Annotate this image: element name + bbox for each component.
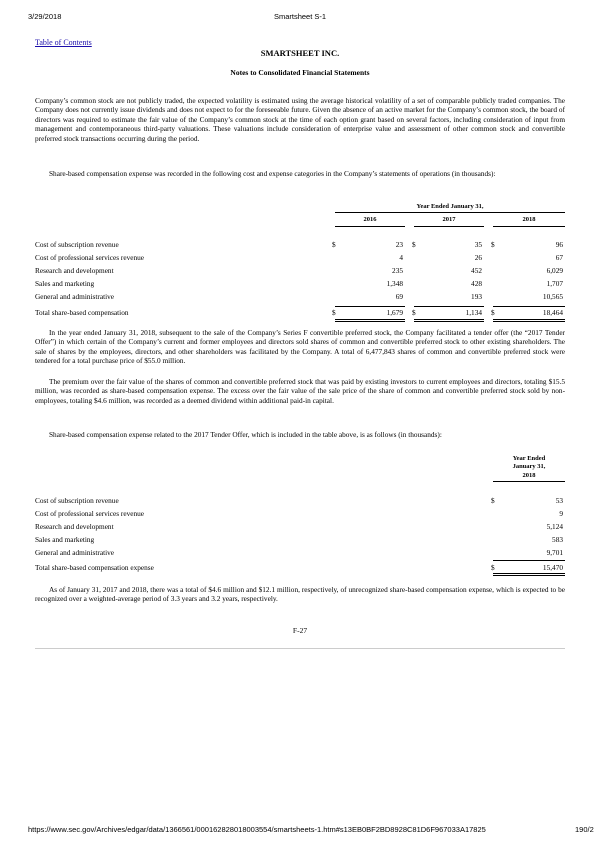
page-number: F-27 [292, 626, 308, 635]
table1-year-rule [414, 226, 484, 227]
table1-total-rule [414, 306, 484, 307]
table2-header [493, 455, 565, 480]
paragraph-premium: The premium over the fair value of the shares of common and convertible preferred stock that was paid by existing investors to current employees and directors, totaling $15.5 million, was recorded as share-based compensation expense. The excess over the fair value of the sale price of the share of common and convertible preferred stock sold by non-employees, totaling $4.6 million, was recorded as a deemed dividend within additional paid-in capital. [35, 377, 565, 405]
table1-cell-value: 452 [471, 266, 482, 275]
table2-header-year: 2018 [522, 472, 536, 479]
table1-cell-value: 235 [392, 266, 403, 275]
footer-page: 190/2 [575, 825, 594, 834]
table1-year-2018: 2018 [522, 216, 536, 223]
table1-cell-value: 4 [399, 253, 403, 262]
table1-currency-symbol: $ [491, 240, 495, 249]
table1-double-rule [335, 319, 405, 320]
table1-year-rule [335, 226, 405, 227]
table1-cell-value: 1,348 [386, 279, 403, 288]
table1-year-2017: 2017 [442, 216, 456, 223]
paragraph-tender-offer: In the year ended January 31, 2018, subsequent to the sale of the Company’s Series F convertible preferred stock, the Company facilitated a tender offer (the “2017 Tender Offer”) in which certain of the Company’s current and former employees and directors sold shares of common and convertible preferred stock to other existing shareholders. The sale of shares by the employees, directors, and other shareholders was facilitated by the Company. A total of 6,477,843 shares of common and convertible preferred stock were tendered for a total purchase price of $55.0 million. [35, 328, 565, 366]
table2-total-rule [493, 560, 565, 561]
table1-cell-value: 193 [471, 292, 482, 301]
table1-row-label: Total share-based compensation [35, 308, 129, 317]
table1-currency-symbol: $ [332, 240, 336, 249]
table1-double-rule [493, 319, 565, 320]
table2-header-line1: Year Ended [512, 455, 546, 462]
table1-row-label: Cost of subscription revenue [35, 240, 119, 249]
notes-title: Notes to Consolidated Financial Statements [230, 68, 370, 77]
table1-total-rule [493, 306, 565, 307]
table2-header-line2: January 31, [512, 463, 546, 470]
table2-double-rule [493, 575, 565, 576]
table2-currency-symbol: $ [491, 563, 495, 572]
table-of-contents-link[interactable]: Table of Contents [35, 38, 92, 47]
table1-year-2016: 2016 [363, 216, 377, 223]
table1-cell-value: 1,134 [465, 308, 482, 317]
table1-double-rule [493, 321, 565, 322]
table1-currency-symbol: $ [491, 308, 495, 317]
table2-cell-value: 9 [559, 509, 563, 518]
table1-row-label: General and administrative [35, 292, 115, 301]
table1-currency-symbol: $ [332, 308, 336, 317]
table1-double-rule [414, 321, 484, 322]
table2-cell-value: 9,701 [546, 548, 563, 557]
page-divider [35, 648, 565, 649]
table2-cell-value: 5,124 [546, 522, 563, 531]
table1-cell-value: 23 [395, 240, 403, 249]
table1-cell-value: 69 [395, 292, 403, 301]
table1-cell-value: 67 [555, 253, 563, 262]
print-title: Smartsheet S-1 [273, 12, 327, 21]
table1-cell-value: 6,029 [546, 266, 563, 275]
table1-row-label: Research and development [35, 266, 114, 275]
table1-row-label: Sales and marketing [35, 279, 95, 288]
paragraph-volatility: Company’s common stock are not publicly traded, the expected volatility is estimated using the average historical volatility of a set of comparable publicly traded companies. The Company does not currently issue dividends and does not expect to for the foreseeable future. Given the absence of an active market for the Company’s common stock, the board of directors was required to estimate the fair value of the Company’s common stock at the time of each option grant based on several factors, including consideration of input from management and contemporaneous third-party valuations. These valuations include consideration of enterprise value and assessment of other common stock and convertible preferred stock transactions occurring during the period. [35, 96, 565, 143]
table2-row-label: Cost of professional services revenue [35, 509, 145, 518]
table1-cell-value: 10,565 [542, 292, 563, 301]
table1-row-label: Cost of professional services revenue [35, 253, 145, 262]
paragraph-unrecognized: As of January 31, 2017 and 2018, there was a total of $4.6 million and $12.1 million, respectively, of unrecognized share-based compensation expense, which is expected to be recognized over a weighted-average period of 3.3 years and 3.2 years, respectively. [35, 585, 565, 604]
table1-group-header: Year Ended January 31, [416, 203, 484, 210]
table2-cell-value: 53 [555, 496, 563, 505]
print-date: 3/29/2018 [28, 12, 62, 21]
table2-row-label: General and administrative [35, 548, 115, 557]
paragraph-sbc-intro: Share-based compensation expense was recorded in the following cost and expense categories in the Company’s statements of operations (in thousands): [49, 169, 496, 178]
table1-cell-value: 1,679 [386, 308, 403, 317]
paragraph-tender-sbc-intro: Share-based compensation expense related to the 2017 Tender Offer, which is included in the table above, is as follows (in thousands): [49, 430, 442, 439]
table1-cell-value: 96 [555, 240, 563, 249]
table2-row-label: Sales and marketing [35, 535, 95, 544]
table1-cell-value: 18,464 [542, 308, 563, 317]
table1-cell-value: 26 [474, 253, 482, 262]
table1-total-rule [335, 306, 405, 307]
table2-row-label: Research and development [35, 522, 114, 531]
footer-url[interactable]: https://www.sec.gov/Archives/edgar/data/1366561/000162828018003554/smartsheets-1.htm#s13EB0BF2BD8928C81D6F967033A17825 [28, 825, 486, 834]
table1-double-rule [414, 319, 484, 320]
table2-row-label: Total share-based compensation expense [35, 563, 154, 572]
table2-currency-symbol: $ [491, 496, 495, 505]
table2-double-rule [493, 573, 565, 574]
table2-cell-value: 583 [552, 535, 563, 544]
table2-header-rule [493, 481, 565, 482]
table1-double-rule [335, 321, 405, 322]
table1-cell-value: 1,707 [546, 279, 563, 288]
table1-currency-symbol: $ [412, 308, 416, 317]
table1-year-rule [493, 226, 565, 227]
table1-cell-value: 35 [474, 240, 482, 249]
table2-cell-value: 15,470 [542, 563, 563, 572]
table1-header-rule [335, 212, 565, 213]
table2-row-label: Cost of subscription revenue [35, 496, 119, 505]
table1-currency-symbol: $ [412, 240, 416, 249]
table1-cell-value: 428 [471, 279, 482, 288]
company-name: SMARTSHEET INC. [260, 48, 340, 58]
